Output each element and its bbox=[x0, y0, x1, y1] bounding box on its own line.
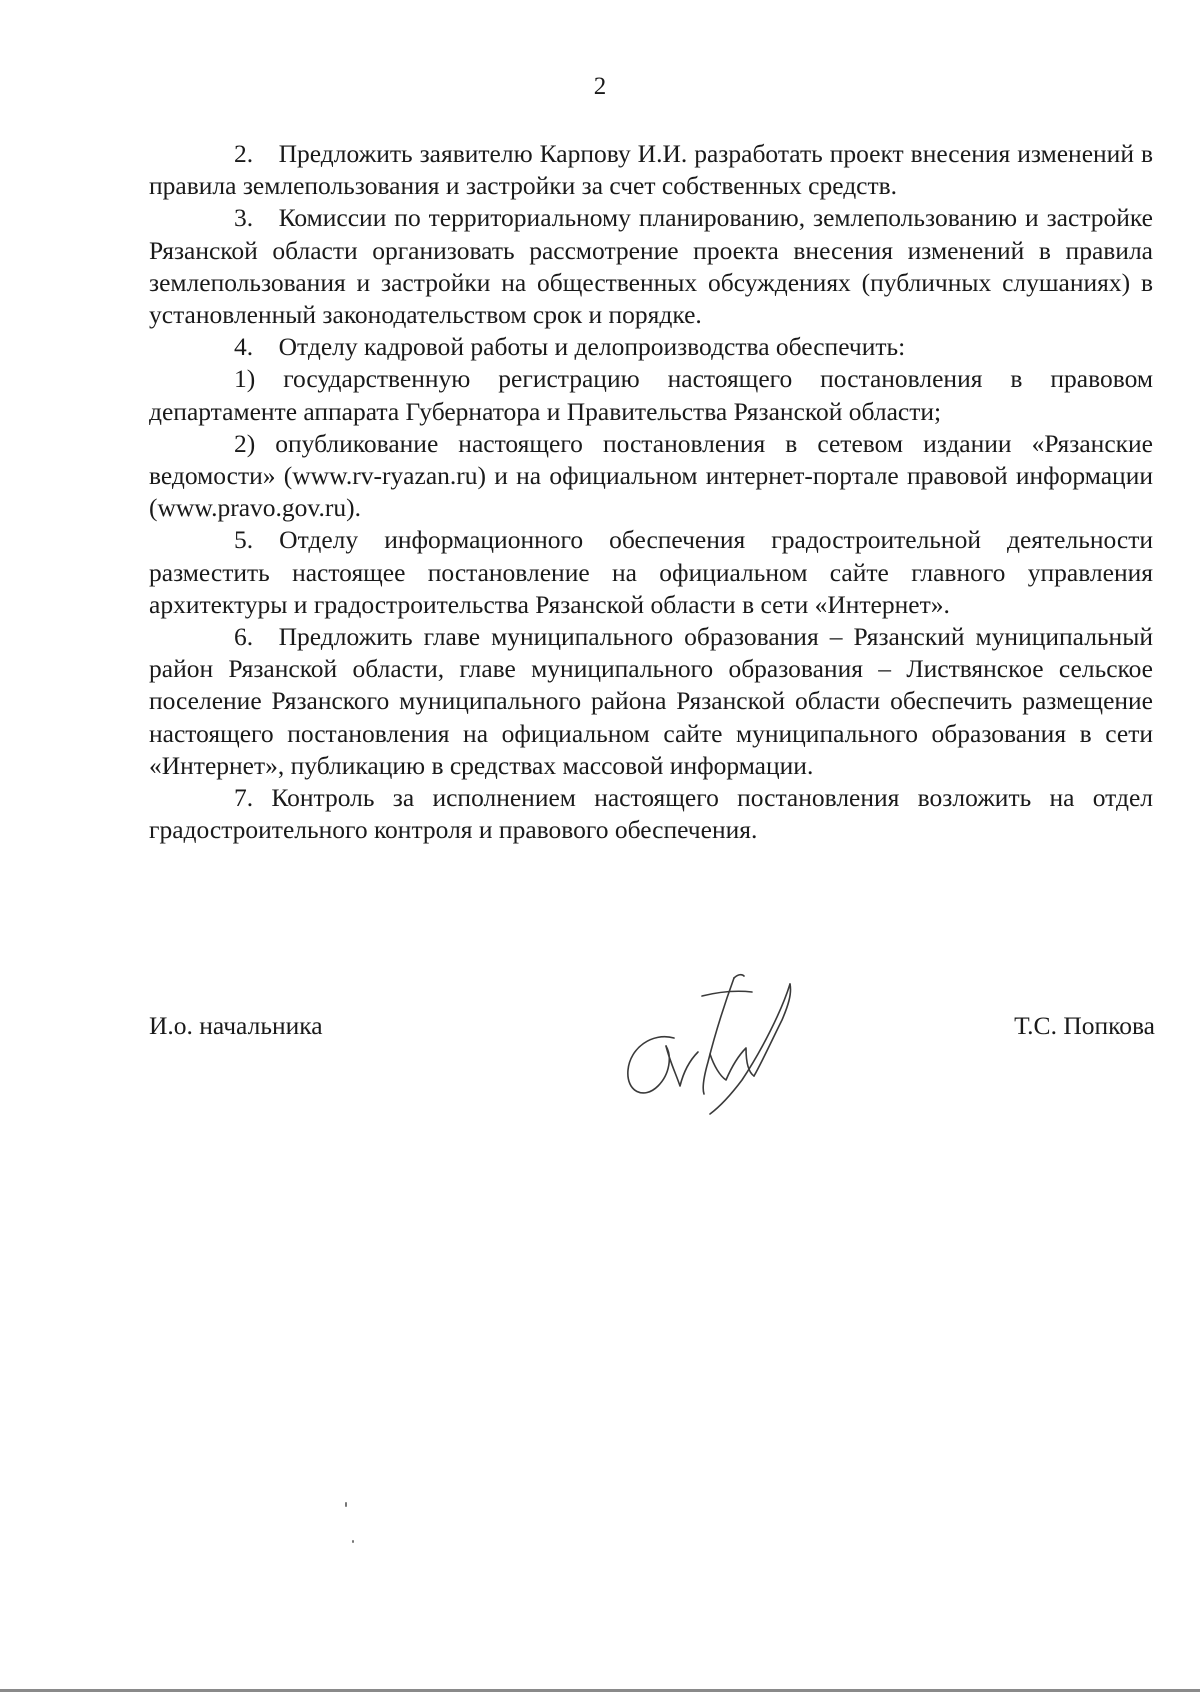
scan-bottom-edge bbox=[0, 1689, 1200, 1692]
paragraph-4: 4. Отделу кадровой работы и делопроизводства обеспечить: bbox=[234, 332, 906, 362]
paragraph-3: 3. Комиссии по территориальному планированию, землепользованию и застройке Рязанской области организовать рассмотрение проекта внесения изменений в правила землепользования и застройки на общественных обсуждениях (публичных слушаниях) в установленный законодательством срок и порядке. bbox=[149, 203, 1153, 330]
handwritten-signature bbox=[622, 970, 832, 1115]
signatory-name: Т.С. Попкова bbox=[1014, 1011, 1155, 1040]
document-body bbox=[149, 138, 1153, 846]
paragraph-4-1: 1) государственную регистрацию настоящего постановления в правовом департаменте аппарата Губернатора и Правительства Рязанской области; bbox=[149, 364, 1153, 426]
signatory-title: И.о. начальника bbox=[149, 1011, 323, 1040]
paragraph-5: 5. Отделу информационного обеспечения градостроительной деятельности разместить настоящее постановление на официальном сайте главного управления архитектуры и градостроительства Рязанской области в сети «Интернет». bbox=[149, 525, 1153, 619]
scan-speck bbox=[352, 1540, 354, 1543]
paragraph-4-2: 2) опубликование настоящего постановления в сетевом издании «Рязанские ведомости» (www.rv-ryazan.ru) и на официальном интернет-портале правовой информации (www.pravo.gov.ru). bbox=[149, 428, 1153, 523]
paragraph-7: 7. Контроль за исполнением настоящего постановления возложить на отдел градостроительного контроля и правового обеспечения. bbox=[149, 783, 1153, 845]
paragraph-2: 2. Предложить заявителю Карпову И.И. разработать проект внесения изменений в правила землепользования и застройки за счет собственных средств. bbox=[149, 139, 1153, 201]
paragraph-6: 6. Предложить главе муниципального образования – Рязанский муниципальный район Рязанской области, главе муниципального образования – Листвянское сельское поселение Рязанского муниципального района Рязанской области обеспечить размещение настоящего постановления на официальном сайте муниципального образования в сети «Интернет», публикацию в средствах массовой информации. bbox=[149, 622, 1153, 780]
page-number: 2 bbox=[593, 73, 607, 100]
scan-speck bbox=[345, 1502, 347, 1507]
